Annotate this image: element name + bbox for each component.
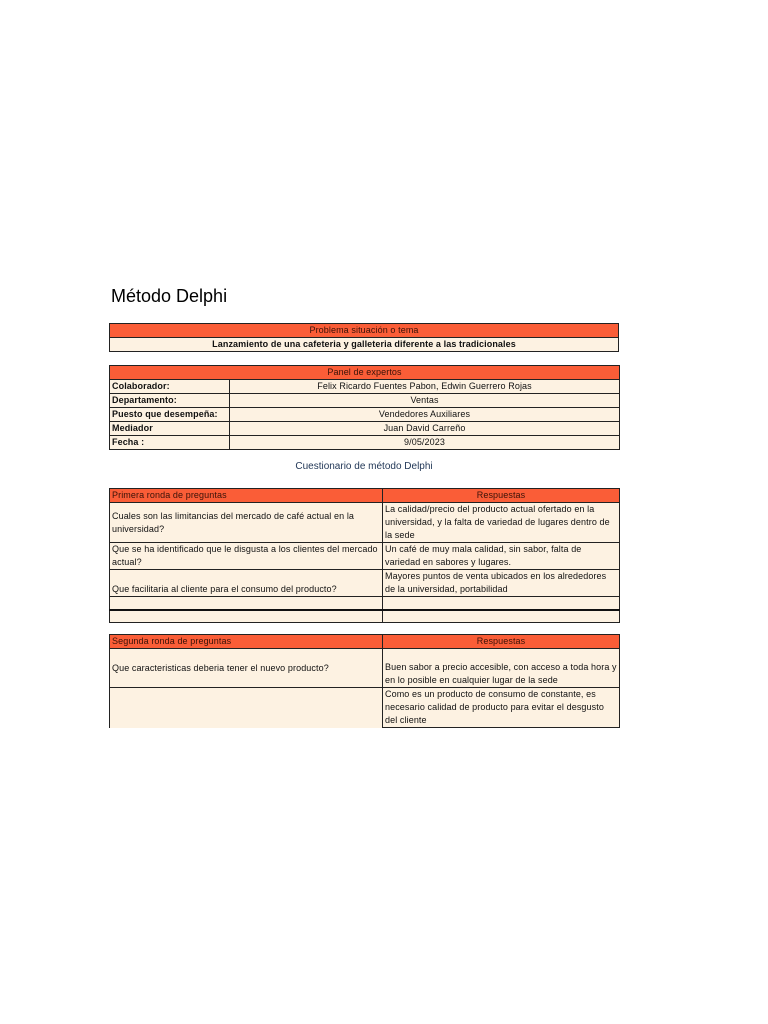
ronda1-answer [383,597,620,610]
panel-label-colaborador: Colaborador: [110,380,230,394]
ronda1-question [110,610,383,623]
panel-table [109,365,620,450]
panel-value-fecha: 9/05/2023 [230,436,620,450]
ronda1-answer: Un café de muy mala calidad, sin sabor, falta de variedad en sabores y lugares. [383,543,620,570]
panel-value-puesto: Vendedores Auxiliares [230,408,620,422]
panel-label-fecha: Fecha : [110,436,230,450]
panel-label-mediador: Mediador [110,422,230,436]
ronda1-question: Que facilitaria al cliente para el consumo del producto? [110,570,383,597]
panel-value-mediador: Juan David Carreño [230,422,620,436]
panel-label-departamento: Departamento: [110,394,230,408]
ronda1-answer: Mayores puntos de venta ubicados en los alrededores de la universidad, portabilidad [383,570,620,597]
panel-label-puesto: Puesto que desempeña: [110,408,230,422]
problema-value: Lanzamiento de una cafeteria y galleteria diferente a las tradicionales [110,338,619,352]
ronda1-question: Cuales son las limitancias del mercado de café actual en la universidad? [110,503,383,543]
panel-value-departamento: Ventas [230,394,620,408]
questionnaire-subtitle: Cuestionario de método Delphi [295,461,433,472]
page-title: Método Delphi [111,286,228,306]
panel-value-colaborador: Felix Ricardo Fuentes Pabon, Edwin Guerrero Rojas [230,380,620,394]
ronda2-header-questions: Segunda ronda de preguntas [110,635,383,649]
ronda2-answer: Buen sabor a precio accesible, con acceso a toda hora y en lo posible en cualquier lugar de la sede [383,649,620,688]
ronda1-table [109,488,620,623]
ronda2-question: Que caracteristicas deberia tener el nuevo producto? [110,649,383,688]
ronda1-header-questions: Primera ronda de preguntas [110,489,383,503]
problema-table [109,323,619,352]
ronda1-answer: La calidad/precio del producto actual ofertado en la universidad, y la falta de variedad de lugares dentro de la sede [383,503,620,543]
ronda1-answer [383,610,620,623]
ronda2-question [110,688,383,728]
ronda2-header-answers: Respuestas [383,635,620,649]
ronda2-table [109,634,620,728]
ronda2-answer: Como es un producto de consumo de constante, es necesario calidad de producto para evitar el desgusto del cliente [383,688,620,728]
ronda1-question [110,597,383,610]
ronda1-question: Que se ha identificado que le disgusta a los clientes del mercado actual? [110,543,383,570]
panel-header: Panel de expertos [110,366,620,380]
problema-header: Problema situación o tema [110,324,619,338]
ronda1-header-answers: Respuestas [383,489,620,503]
